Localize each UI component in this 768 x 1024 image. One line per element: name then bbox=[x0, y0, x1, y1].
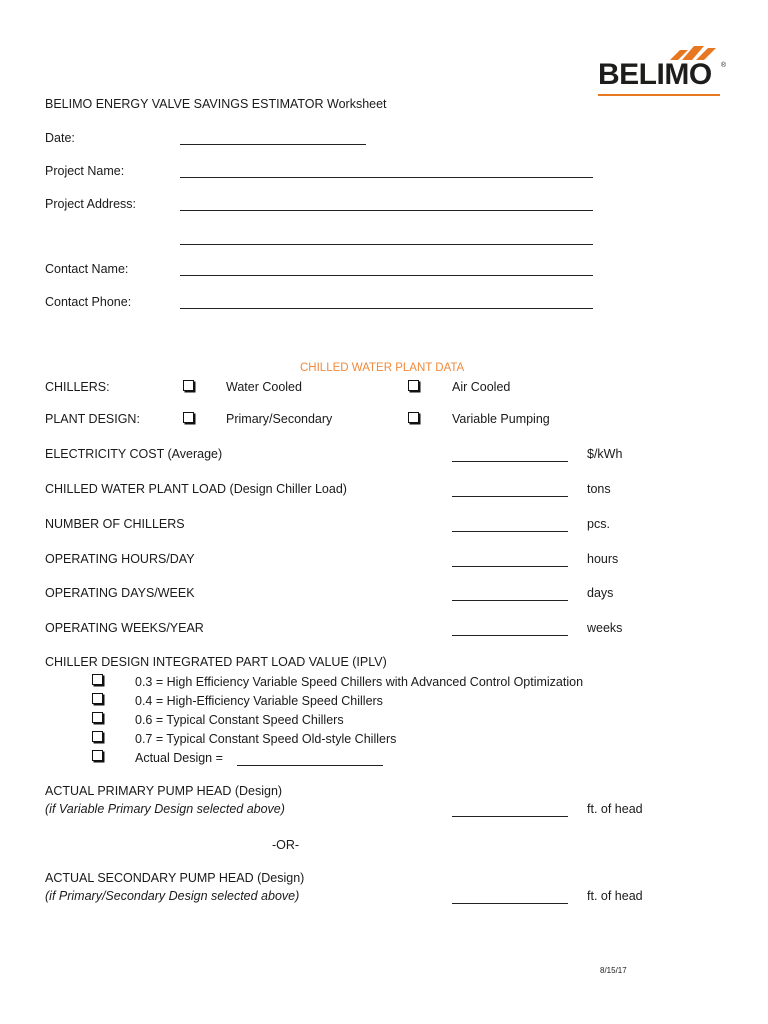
days-per-week-field[interactable] bbox=[452, 600, 568, 601]
worksheet-title: BELIMO ENERGY VALVE SAVINGS ESTIMATOR Worksheet bbox=[45, 97, 387, 111]
project-name-label: Project Name: bbox=[45, 164, 125, 178]
actual-design-field[interactable] bbox=[237, 765, 383, 766]
water-cooled-label: Water Cooled bbox=[226, 380, 302, 394]
number-of-chillers-unit: pcs. bbox=[587, 517, 610, 531]
date-label: Date: bbox=[45, 131, 75, 145]
secondary-pump-unit: ft. of head bbox=[587, 889, 643, 903]
iplv-option-3-label: 0.6 = Typical Constant Speed Chillers bbox=[135, 713, 344, 727]
contact-name-field[interactable] bbox=[180, 275, 593, 276]
primary-secondary-label: Primary/Secondary bbox=[226, 412, 333, 426]
secondary-pump-field[interactable] bbox=[452, 903, 568, 904]
iplv-option-3-checkbox[interactable] bbox=[92, 712, 103, 723]
contact-phone-label: Contact Phone: bbox=[45, 295, 132, 309]
weeks-per-year-unit: weeks bbox=[587, 621, 623, 635]
contact-phone-field[interactable] bbox=[180, 308, 593, 309]
hours-per-day-unit: hours bbox=[587, 552, 619, 566]
electricity-cost-unit: $/kWh bbox=[587, 447, 623, 461]
project-address-field[interactable] bbox=[180, 210, 593, 211]
weeks-per-year-label: OPERATING WEEKS/YEAR bbox=[45, 621, 204, 635]
hours-per-day-field[interactable] bbox=[452, 566, 568, 567]
or-separator: -OR- bbox=[272, 838, 300, 852]
days-per-week-label: OPERATING DAYS/WEEK bbox=[45, 586, 195, 600]
secondary-pump-note: (if Primary/Secondary Design selected above) bbox=[45, 889, 300, 903]
primary-pump-unit: ft. of head bbox=[587, 802, 643, 816]
primary-pump-field[interactable] bbox=[452, 816, 568, 817]
logo-registered: ® bbox=[720, 62, 726, 69]
iplv-option-2-checkbox[interactable] bbox=[92, 693, 103, 704]
logo-underline bbox=[598, 94, 720, 96]
plant-load-unit: tons bbox=[587, 482, 611, 496]
air-cooled-label: Air Cooled bbox=[452, 380, 511, 394]
variable-pumping-label: Variable Pumping bbox=[452, 412, 550, 426]
electricity-cost-field[interactable] bbox=[452, 461, 568, 462]
footer-date: 8/15/17 bbox=[600, 966, 627, 975]
number-of-chillers-label: NUMBER OF CHILLERS bbox=[45, 517, 185, 531]
iplv-option-4-label: 0.7 = Typical Constant Speed Old-style Chillers bbox=[135, 732, 397, 746]
iplv-option-4-checkbox[interactable] bbox=[92, 731, 103, 742]
days-per-week-unit: days bbox=[587, 586, 614, 600]
belimo-logo bbox=[598, 44, 726, 98]
section-title: CHILLED WATER PLANT DATA bbox=[300, 362, 465, 374]
variable-pumping-checkbox[interactable] bbox=[408, 412, 419, 423]
chillers-label: CHILLERS: bbox=[45, 380, 110, 394]
project-name-field[interactable] bbox=[180, 177, 593, 178]
primary-secondary-checkbox[interactable] bbox=[183, 412, 194, 423]
hours-per-day-label: OPERATING HOURS/DAY bbox=[45, 552, 195, 566]
date-field[interactable] bbox=[180, 144, 366, 145]
iplv-option-5-label: Actual Design = bbox=[135, 751, 223, 765]
iplv-option-1-label: 0.3 = High Efficiency Variable Speed Chillers with Advanced Control Optimization bbox=[135, 675, 584, 689]
iplv-option-2-label: 0.4 = High-Efficiency Variable Speed Chillers bbox=[135, 694, 383, 708]
iplv-option-5-checkbox[interactable] bbox=[92, 750, 103, 761]
plant-load-label: CHILLED WATER PLANT LOAD (Design Chiller Load) bbox=[45, 482, 347, 496]
electricity-cost-label: ELECTRICITY COST (Average) bbox=[45, 447, 223, 461]
contact-name-label: Contact Name: bbox=[45, 262, 129, 276]
water-cooled-checkbox[interactable] bbox=[183, 380, 194, 391]
logo-text: BELIMO bbox=[598, 58, 712, 91]
secondary-pump-label: ACTUAL SECONDARY PUMP HEAD (Design) bbox=[45, 871, 305, 885]
air-cooled-checkbox[interactable] bbox=[408, 380, 419, 391]
primary-pump-note: (if Variable Primary Design selected above) bbox=[45, 802, 285, 816]
plant-load-field[interactable] bbox=[452, 496, 568, 497]
iplv-option-1-checkbox[interactable] bbox=[92, 674, 103, 685]
plant-design-label: PLANT DESIGN: bbox=[45, 412, 140, 426]
number-of-chillers-field[interactable] bbox=[452, 531, 568, 532]
project-address-field-2[interactable] bbox=[180, 244, 593, 245]
iplv-label: CHILLER DESIGN INTEGRATED PART LOAD VALUE (IPLV) bbox=[45, 655, 387, 669]
weeks-per-year-field[interactable] bbox=[452, 635, 568, 636]
project-address-label: Project Address: bbox=[45, 197, 137, 211]
primary-pump-label: ACTUAL PRIMARY PUMP HEAD (Design) bbox=[45, 784, 283, 798]
